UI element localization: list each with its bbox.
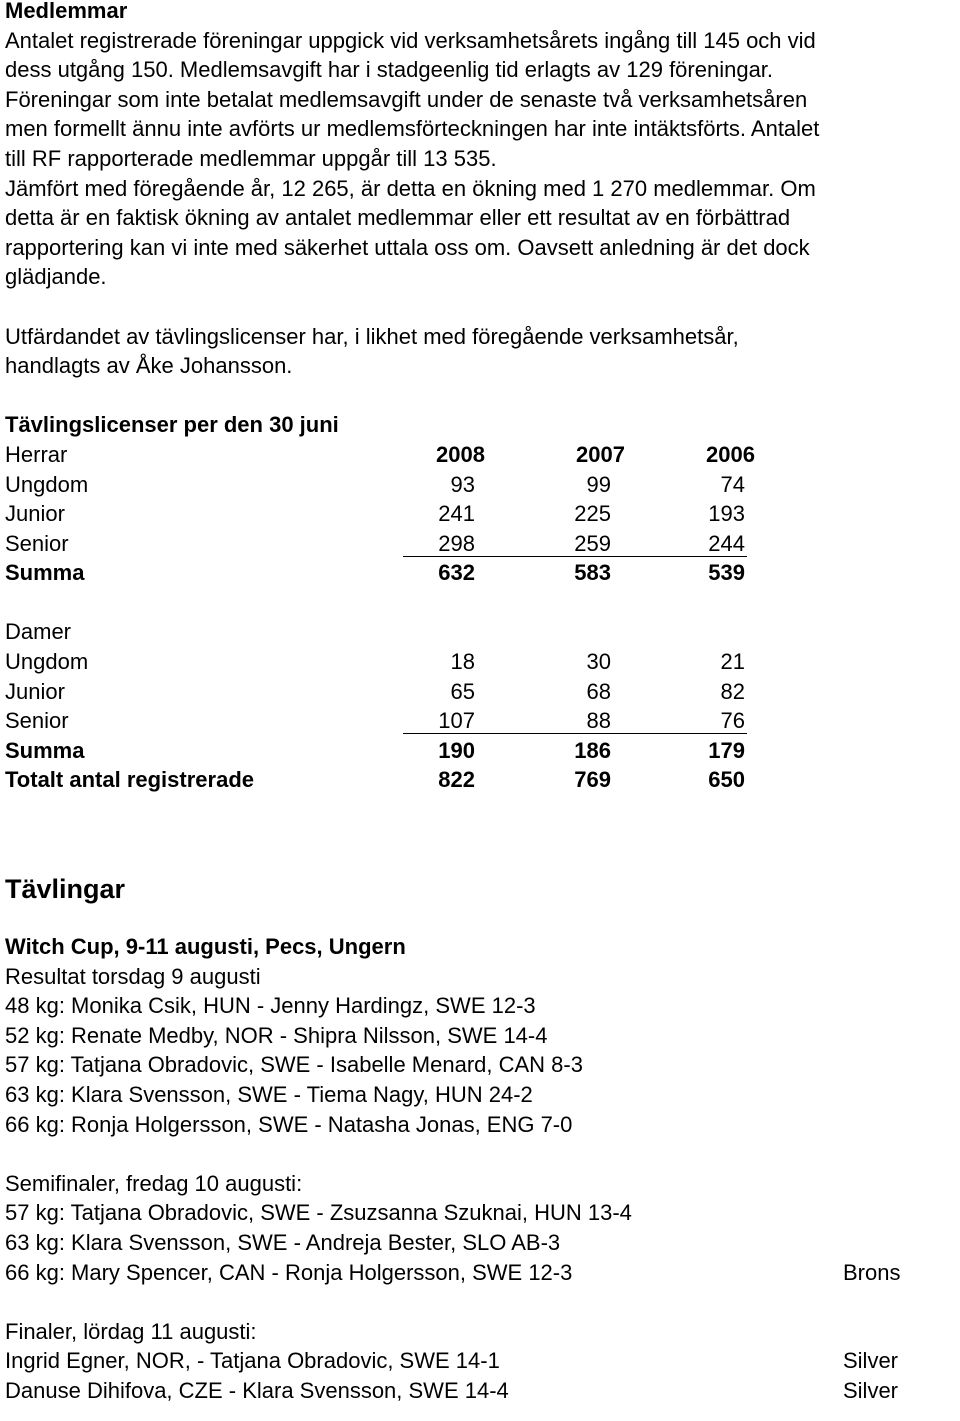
result-line: 52 kg: Renate Medby, NOR - Shipra Nilsson, SWE 14-4 — [5, 1022, 548, 1048]
result-text: 63 kg: Klara Svensson, SWE - Andreja Bester, SLO AB-3 — [5, 1229, 561, 1255]
cell: 241 — [438, 501, 475, 527]
members-line: glädjande. — [5, 264, 107, 290]
cell: 82 — [720, 678, 745, 704]
year-header: 2006 — [706, 441, 755, 467]
semifinals-title: Semifinaler, fredag 10 augusti: — [5, 1170, 303, 1196]
licenses-text-line: handlagts av Åke Johansson. — [5, 353, 293, 379]
cell: 244 — [708, 530, 745, 556]
cell: 88 — [586, 708, 611, 734]
cell: 65 — [450, 678, 475, 704]
result-row — [5, 1376, 955, 1406]
result-row — [5, 1346, 955, 1376]
spacer — [5, 795, 955, 854]
cell: 18 — [450, 649, 475, 675]
members-line: detta är en faktisk ökning av antalet medlemmar eller ett resultat av en förbättrad — [5, 205, 791, 231]
row-label: Summa — [5, 560, 85, 586]
row-label: Junior — [5, 501, 65, 527]
medal-label: Silver — [843, 1377, 899, 1403]
finals-title: Finaler, lördag 11 augusti: — [5, 1318, 257, 1344]
licenses-table — [5, 410, 955, 795]
sum-rule — [403, 733, 747, 734]
table-row — [5, 499, 955, 529]
result-line: 66 kg: Ronja Holgersson, SWE - Natasha Jonas, ENG 7-0 — [5, 1111, 573, 1137]
table-sum-row — [5, 736, 955, 766]
result-row — [5, 1198, 955, 1228]
table-row — [5, 706, 955, 736]
cell: 822 — [438, 767, 475, 793]
men-group-label: Herrar — [5, 441, 68, 467]
spacer — [5, 292, 955, 322]
cell: 107 — [438, 708, 475, 734]
cell: 76 — [720, 708, 745, 734]
spacer — [5, 381, 955, 411]
cell: 539 — [708, 560, 745, 586]
cell: 259 — [574, 530, 611, 556]
members-line: Föreningar som inte betalat medlemsavgift under de senaste två verksamhetsåren — [5, 86, 808, 112]
result-text: 66 kg: Mary Spencer, CAN - Ronja Holgersson, SWE 12-3 — [5, 1259, 573, 1285]
cell: 769 — [574, 767, 611, 793]
cell: 225 — [574, 501, 611, 527]
result-line: 57 kg: Tatjana Obradovic, SWE - Isabelle Menard, CAN 8-3 — [5, 1052, 583, 1078]
row-label: Ungdom — [5, 649, 89, 675]
members-line: till RF rapporterade medlemmar uppgår till 13 535. — [5, 145, 497, 171]
row-label: Ungdom — [5, 471, 89, 497]
table-sum-row — [5, 558, 955, 588]
spacer — [5, 588, 955, 618]
document-page — [5, 0, 955, 1406]
row-label: Senior — [5, 708, 69, 734]
event-title: Witch Cup, 9-11 augusti, Pecs, Ungern — [5, 934, 406, 960]
result-text: 57 kg: Tatjana Obradovic, SWE - Zsuzsanna Szuknai, HUN 13-4 — [5, 1200, 632, 1226]
table-row — [5, 677, 955, 707]
cell: 30 — [586, 649, 611, 675]
cell: 650 — [708, 767, 745, 793]
members-heading: Medlemmar — [5, 0, 128, 23]
cell: 68 — [586, 678, 611, 704]
cell: 186 — [574, 737, 611, 763]
cell: 99 — [586, 471, 611, 497]
result-row — [5, 1258, 955, 1288]
table-header-row — [5, 440, 955, 470]
spacer — [5, 1139, 955, 1169]
row-label: Totalt antal registrerade — [5, 767, 254, 793]
cell: 193 — [708, 501, 745, 527]
row-label: Junior — [5, 678, 65, 704]
members-line: Jämfört med föregående år, 12 265, är detta en ökning med 1 270 medlemmar. Om — [5, 175, 816, 201]
cell: 632 — [438, 560, 475, 586]
cell: 583 — [574, 560, 611, 586]
cell: 93 — [450, 471, 475, 497]
licenses-text-line: Utfärdandet av tävlingslicenser har, i likhet med föregående verksamhetsår, — [5, 323, 739, 349]
cell: 179 — [708, 737, 745, 763]
result-text: Ingrid Egner, NOR, - Tatjana Obradovic, SWE 14-1 — [5, 1348, 500, 1374]
competitions-heading: Tävlingar — [5, 874, 126, 905]
year-header: 2008 — [436, 441, 485, 467]
cell: 21 — [720, 649, 745, 675]
members-line: Antalet registrerade föreningar uppgick vid verksamhetsårets ingång till 145 och vid — [5, 27, 816, 53]
result-row — [5, 1228, 955, 1258]
women-group-label: Damer — [5, 619, 72, 645]
sum-rule — [403, 556, 747, 557]
members-line: dess utgång 150. Medlemsavgift har i stadgeenlig tid erlagts av 129 föreningar. — [5, 57, 774, 83]
table-row — [5, 647, 955, 677]
licenses-table-title: Tävlingslicenser per den 30 juni — [5, 412, 339, 438]
row-label: Summa — [5, 737, 85, 763]
table-total-row — [5, 765, 955, 795]
thursday-title: Resultat torsdag 9 augusti — [5, 963, 261, 989]
year-header: 2007 — [576, 441, 625, 467]
medal-label: Brons — [843, 1259, 901, 1285]
medal-label: Silver — [843, 1348, 899, 1374]
cell: 190 — [438, 737, 475, 763]
result-line: 63 kg: Klara Svensson, SWE - Tiema Nagy, HUN 24-2 — [5, 1082, 533, 1107]
cell: 74 — [720, 471, 745, 497]
cell: 298 — [438, 530, 475, 556]
members-line: men formellt ännu inte avförts ur medlemsförteckningen har inte intäktsförts. Antalet — [5, 116, 820, 142]
spacer — [5, 1287, 955, 1317]
result-line: 48 kg: Monika Csik, HUN - Jenny Hardingz, SWE 12-3 — [5, 993, 536, 1019]
table-row — [5, 529, 955, 559]
result-text: Danuse Dihifova, CZE - Klara Svensson, SWE 14-4 — [5, 1377, 509, 1403]
members-line: rapportering kan vi inte med säkerhet uttala oss om. Oavsett anledning är det dock — [5, 234, 810, 260]
table-group-row — [5, 617, 955, 647]
table-row — [5, 470, 955, 500]
row-label: Senior — [5, 530, 69, 556]
